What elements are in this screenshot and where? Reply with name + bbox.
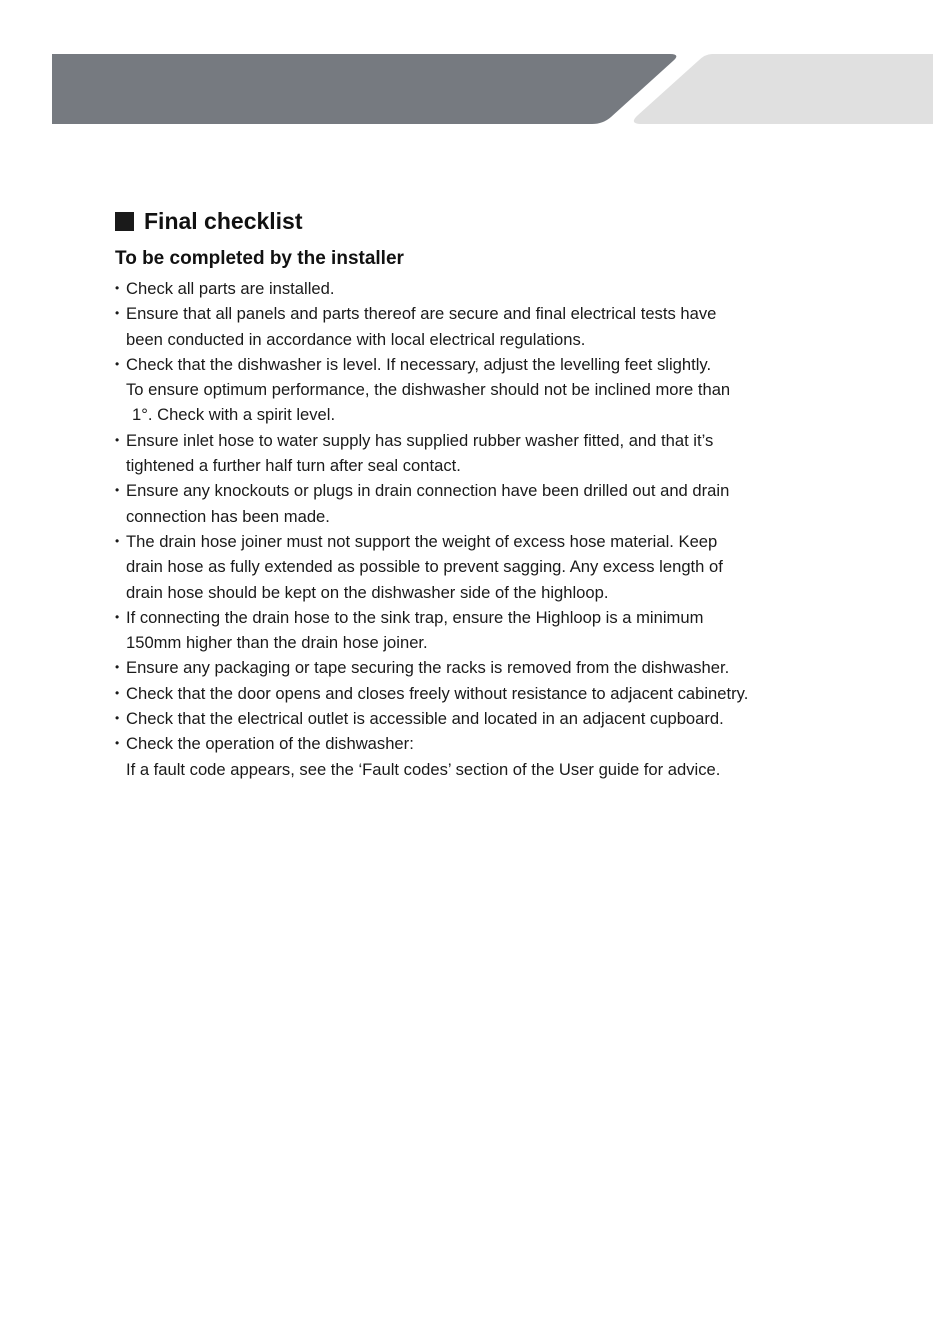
- checklist-line: connection has been made.: [126, 506, 330, 526]
- checklist-line: been conducted in accordance with local electrical regulations.: [126, 329, 586, 349]
- checklist-item: [115, 301, 835, 352]
- checklist-line: Ensure any packaging or tape securing the racks is removed from the dishwasher.: [126, 658, 730, 678]
- checklist-item: [115, 655, 835, 680]
- checklist-item: [115, 529, 835, 605]
- checklist: [115, 276, 835, 782]
- black-square-icon: [115, 212, 134, 231]
- header-dark-band: [52, 54, 676, 124]
- checklist-item: [115, 478, 835, 529]
- checklist-line: Check that the dishwasher is level. If necessary, adjust the levelling feet slightly.: [126, 354, 712, 374]
- bullet-icon: •: [115, 736, 120, 751]
- bullet-icon: •: [115, 306, 120, 321]
- header-light-band: [634, 54, 933, 124]
- checklist-line: 150mm higher than the drain hose joiner.: [126, 633, 428, 653]
- checklist-line: If connecting the drain hose to the sink trap, ensure the Highloop is a minimum: [126, 607, 704, 627]
- checklist-line: Check that the door opens and closes freely without resistance to adjacent cabinetry.: [126, 683, 749, 703]
- checklist-item: [115, 352, 835, 428]
- bullet-icon: •: [115, 609, 120, 624]
- checklist-line: Ensure that all panels and parts thereof are secure and final electrical tests have: [126, 304, 717, 324]
- bullet-icon: •: [115, 711, 120, 726]
- checklist-line: The drain hose joiner must not support the weight of excess hose material. Keep: [126, 531, 718, 551]
- section-heading: [115, 203, 835, 239]
- checklist-line: Check the operation of the dishwasher:: [126, 734, 414, 754]
- checklist-item: [115, 428, 835, 479]
- checklist-item: [115, 681, 835, 706]
- checklist-line: 1°. Check with a spirit level.: [132, 405, 336, 425]
- bullet-icon: •: [115, 533, 120, 548]
- checklist-line: Check all parts are installed.: [126, 279, 335, 298]
- checklist-item: [115, 276, 835, 301]
- bullet-icon: •: [115, 660, 120, 675]
- header-band: [0, 0, 933, 140]
- checklist-item: [115, 731, 835, 782]
- checklist-line: drain hose should be kept on the dishwasher side of the highloop.: [126, 582, 609, 602]
- section-title: Final checklist: [144, 207, 303, 234]
- checklist-line: tightened a further half turn after seal contact.: [126, 456, 461, 476]
- bullet-icon: •: [115, 432, 120, 447]
- bullet-icon: •: [115, 685, 120, 700]
- checklist-line: drain hose as fully extended as possible to prevent sagging. Any excess length of: [126, 557, 723, 577]
- checklist-line: Ensure inlet hose to water supply has supplied rubber washer fitted, and that it’s: [126, 430, 714, 450]
- checklist-item: [115, 605, 835, 656]
- bullet-icon: •: [115, 356, 120, 371]
- checklist-line: To ensure optimum performance, the dishwasher should not be inclined more than: [126, 380, 731, 400]
- checklist-line: Ensure any knockouts or plugs in drain connection have been drilled out and drain: [126, 481, 730, 501]
- checklist-line: Check that the electrical outlet is accessible and located in an adjacent cupboard.: [126, 709, 724, 729]
- bullet-icon: •: [115, 281, 120, 295]
- bullet-icon: •: [115, 483, 120, 498]
- section-subtitle: To be completed by the installer: [115, 248, 404, 269]
- checklist-line: If a fault code appears, see the ‘Fault codes’ section of the User guide for advice.: [126, 759, 721, 779]
- checklist-item: [115, 706, 835, 731]
- final-checklist-section: [115, 203, 835, 782]
